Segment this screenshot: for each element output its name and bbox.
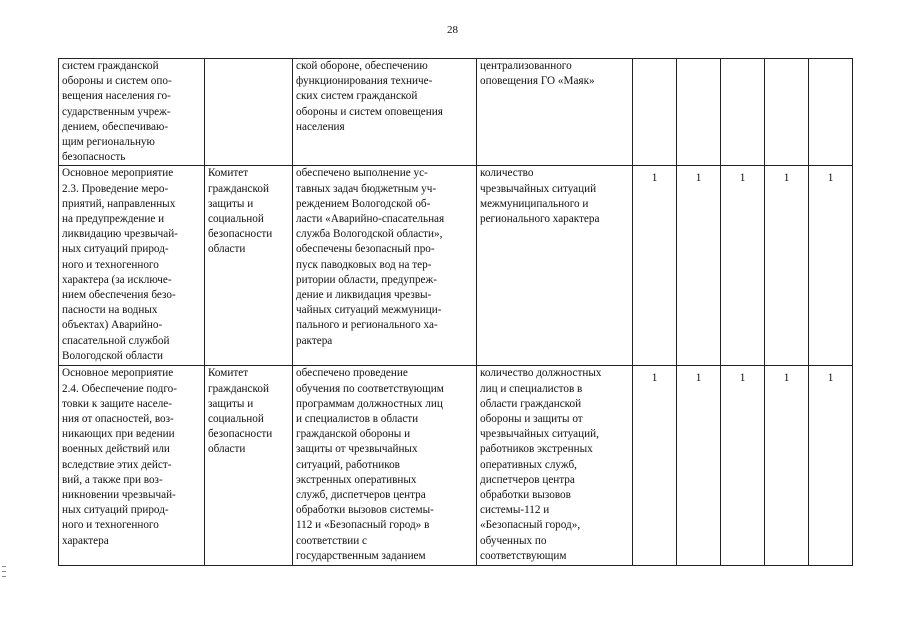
indicator-text: централизованного оповещения ГО «Маяк» bbox=[480, 60, 595, 88]
value-cell: 1 bbox=[721, 166, 765, 366]
margin-mark bbox=[2, 566, 6, 567]
value-cell: 1 bbox=[809, 366, 853, 566]
indicator-text: количество чрезвычайных ситуаций межмуниципального и регионального характера bbox=[480, 167, 600, 226]
indicator-text: количество должностных лиц и специалистов в области гражданской обороны и защиты от чрезвычайных ситуаций, работников экстренных оперативных служб, диспетчеров центра обработки вызовов системы-112 и «Безопасный город», обученных по соответствующим bbox=[480, 367, 602, 562]
indicator-cell bbox=[477, 166, 633, 366]
value-cell: 1 bbox=[721, 366, 765, 566]
executor-text: Комитет гражданской защиты и социальной безопасности области bbox=[208, 367, 273, 456]
result-text: ской обороне, обеспечению функционирования техниче- ских систем гражданской обороны и систем оповещения населения bbox=[296, 60, 443, 133]
value-cell: 1 bbox=[633, 366, 677, 566]
result-cell bbox=[293, 59, 477, 166]
measure-cell bbox=[59, 166, 205, 366]
value-cell bbox=[765, 59, 809, 166]
result-text: обеспечено проведение обучения по соответствующим программам должностных лиц и специалистов в области гражданской обороны и защиты от чрезвычайных ситуаций, работников экстренных оперативных служб, диспетчеров центра обработки вызовов системы- 112 и «Безопасный город» в соответствии с государственным заданием bbox=[296, 367, 444, 562]
result-text: обеспечено выполнение ус- тавных задач бюджетным уч- реждением Вологодской об- ласти «Аварийно-спасательная служба Вологодской области», обеспечены безопасный про- пуск паводковых вод на тер- ритории области, предупреж- дение и ликвидация чрезвы- чайных ситуаций межмуници- пального и регионального ха- рактера bbox=[296, 167, 445, 347]
margin-mark bbox=[2, 571, 6, 572]
value-cell bbox=[633, 59, 677, 166]
measure-text: систем гражданской обороны и систем опо- вещения населения го- сударственным учреж- дением, обеспечиваю- щим региональную безопасность bbox=[62, 60, 172, 164]
measure-cell bbox=[59, 366, 205, 566]
page-number: 28 bbox=[447, 24, 458, 36]
measure-text: Основное мероприятие 2.3. Проведение меро- приятий, направленных на предупреждение и ликвидацию чрезвычай- ных ситуаций природ- ного и техногенного характера (за исключе- нием обеспечения безо- пасности на водных объектах) Аварийно- спасательной службой Вологодской области bbox=[62, 167, 178, 362]
result-cell bbox=[293, 366, 477, 566]
measure-text: Основное мероприятие 2.4. Обеспечение подго- товки к защите населе- ния от опасностей, воз- никающих при ведении военных действий или вследствие этих дейст- вий, а также при воз- никновении чрезвычай- ных ситуаций природ- ного и техногенного характера bbox=[62, 367, 177, 547]
value-cell: 1 bbox=[765, 366, 809, 566]
value-cell: 1 bbox=[677, 366, 721, 566]
table-row bbox=[59, 166, 853, 366]
executor-cell bbox=[205, 366, 293, 566]
executor-text: Комитет гражданской защиты и социальной безопасности области bbox=[208, 167, 273, 256]
value-cell: 1 bbox=[809, 166, 853, 366]
value-cell: 1 bbox=[765, 166, 809, 366]
value-cell bbox=[721, 59, 765, 166]
table-row bbox=[59, 59, 853, 166]
value-cell: 1 bbox=[677, 166, 721, 366]
measure-cell bbox=[59, 59, 205, 166]
executor-cell bbox=[205, 166, 293, 366]
margin-mark bbox=[2, 576, 6, 577]
program-measures-table bbox=[58, 58, 853, 566]
result-cell bbox=[293, 166, 477, 366]
value-cell bbox=[809, 59, 853, 166]
value-cell bbox=[677, 59, 721, 166]
value-cell: 1 bbox=[633, 166, 677, 366]
executor-cell bbox=[205, 59, 293, 166]
table-row bbox=[59, 366, 853, 566]
indicator-cell bbox=[477, 59, 633, 166]
indicator-cell bbox=[477, 366, 633, 566]
